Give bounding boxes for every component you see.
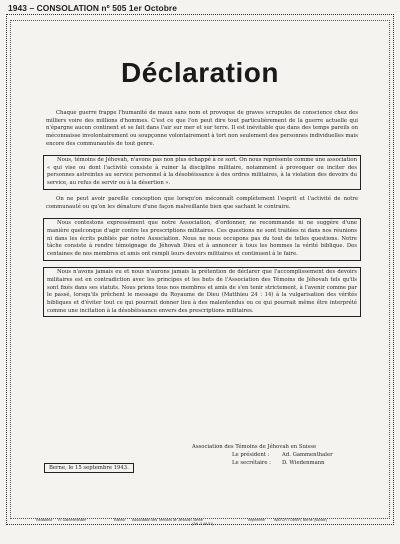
president-name: Ad. Gammenthaler [282, 452, 333, 458]
paragraph-1: Chaque guerre frappe l'humanité de maux sans nom et provoque de graves scrupules de conscience chez des milliers voire des millions d'hommes. C'est ce que l'on peut dire tout particulièrement de la guerre actuelle qui n'épargne aucun continent et se fait dans l'air sur mer et sur terre. Il est inévitable que dans des temps pareils on méconnaisse involontairement ou soupçonne volontairement à tort non seulement des personnes individuelles mais encore des communautés de tout genre. [46, 110, 358, 147]
signature-secretary [232, 459, 362, 467]
footer-redacteur-label: Rédacteur [36, 518, 53, 522]
footer-redacteur-name: H. Gammenthaler [58, 518, 87, 522]
date-stamp: Berne, le 15 septembre 1943. [44, 463, 134, 473]
paragraph-5: Nous n'avons jamais eu et nous n'aurons jamais la prétention de déclarer que l'accomplissement des devoirs militaires est en contradiction avec les principes et les buts de l'Association des Témoins de Jéhovah tels qu'ils sont fixés dans ses statuts. Nous prions tous nos membres et amis de s'en tenir strictement, à l'avenir comme par le passé, lorsqu'ils prêchent le message du Royaume de Dieu (Matthieu 24 : 14) à la vulgarisation des vérités bibliques et d'éviter tout ce qui pourrait donner lieu à des malentendus ou ce qui pourrait même être interprété comme une incitation à la désobéissance envers des prescriptions militaires. [43, 267, 361, 317]
secretary-name: D. Wiedenmann [282, 460, 325, 466]
footer-imprimerie-label: Imprimerie [248, 518, 265, 522]
footer-imprimerie-value: WATCH TOWER, Berne (Suisse) [274, 518, 327, 522]
paragraph-4: Nous contestons expressément que notre Association, d'ordonner, ne recommande ni ne suggère d'une manière quelconque d'agir contre les prescriptions militaires. Ces questions ne sont traitées ni dans nos réunions ni dans les écrits publiés par notre Association. Nous ne nous occupons pas du tout de telles questions. Notre tâche consiste à rendre témoignage de Jéhovah Dieu et à annoncer à tous les hommes la vérité biblique. Des centaines de nos membres et amis ont rempli leurs devoirs militaires et continuent à le faire. [43, 218, 361, 261]
signature-org: Association des Témoins de Jéhovah en Suisse [192, 444, 317, 450]
footer-tel: (Tél. 2 49 51) [192, 522, 214, 526]
paragraph-3: On ne peut avoir pareille conception que lorsqu'on méconnaît complètement l'esprit et l'activité de notre communauté ou qu'on les dénature d'une façon malveillante bien que sachant le contraire. [46, 196, 358, 211]
footer-editeur-label: Éditeur [114, 518, 126, 522]
secretary-role: Le secrétaire : [232, 460, 271, 466]
footer-editeur-value: Association des Témoins de Jéhovah, Berne [132, 518, 204, 522]
paragraph-2: Nous, témoins de Jéhovah, n'avons pas non plus échappé à ce sort. On nous représente comme une association « qui vise ou dont l'activité consiste à ruiner la discipline militaire, notamment à provoquer ou inciter des personnes astreintes au service personnel à la désobéissance à des ordres militaires, à la violation des devoirs du service, au refus de servir ou à la désertion ». [43, 155, 361, 190]
signature-president [232, 451, 362, 459]
president-role: Le président : [232, 452, 270, 458]
page-header: 1943 – CONSOLATION nº 505 1er Octobre [8, 3, 178, 13]
signature-block [192, 443, 362, 467]
declaration-body [46, 110, 358, 324]
page-title: Déclaration [121, 57, 279, 88]
